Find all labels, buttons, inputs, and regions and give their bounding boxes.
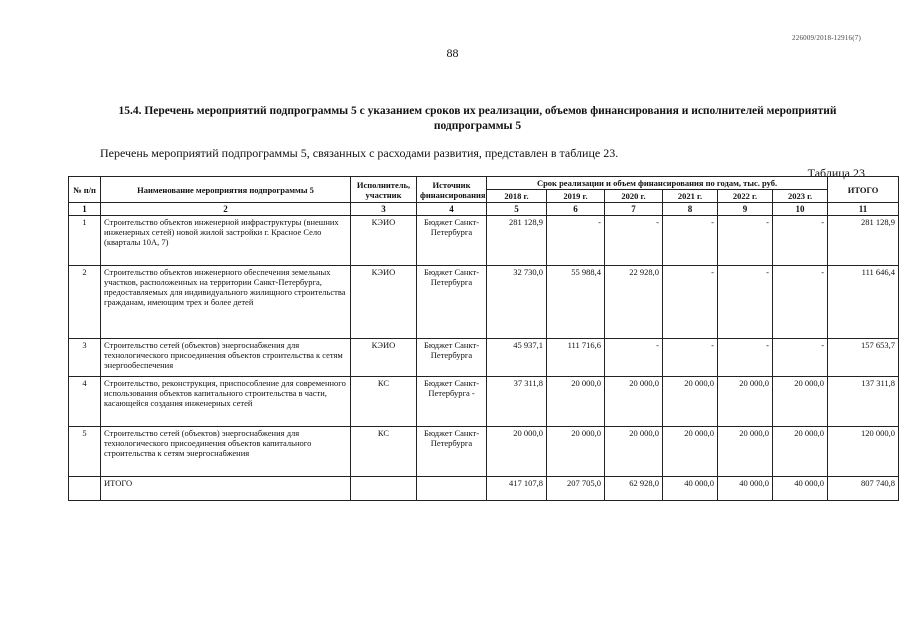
row-value: - <box>718 266 773 339</box>
row-total: 281 128,9 <box>828 216 899 266</box>
row-total: 157 653,7 <box>828 339 899 377</box>
row-value: 20 000,0 <box>605 377 663 427</box>
row-value: 20 000,0 <box>547 427 605 477</box>
row-value: - <box>773 216 828 266</box>
row-value: 20 000,0 <box>663 427 718 477</box>
row-value: 20 000,0 <box>773 427 828 477</box>
row-value: 32 730,0 <box>487 266 547 339</box>
table-row <box>69 266 899 339</box>
column-number: 10 <box>773 203 828 216</box>
column-number: 4 <box>417 203 487 216</box>
row-name: Строительство сетей (объектов) энергоснабжения для технологического присоединения объектов капитального строительства к сетям энергоснабжения <box>101 427 351 477</box>
total-value: 40 000,0 <box>773 477 828 501</box>
row-value: 111 716,6 <box>547 339 605 377</box>
row-value: 281 128,9 <box>487 216 547 266</box>
row-executor: КЭИО <box>351 216 417 266</box>
total-value: 40 000,0 <box>718 477 773 501</box>
table-row <box>69 377 899 427</box>
row-value: - <box>773 339 828 377</box>
total-label: ИТОГО <box>101 477 351 501</box>
section-heading: 15.4. Перечень мероприятий подпрограммы 5 с указанием сроков их реализации, объемов финансирования и исполнителей мероприятий подпрограммы 5 <box>118 105 837 132</box>
row-source: Бюджет Санкт-Петербурга <box>417 216 487 266</box>
row-executor: КЭИО <box>351 339 417 377</box>
row-value: - <box>718 216 773 266</box>
header-year: 2023 г. <box>773 190 828 203</box>
measures-table <box>68 176 899 501</box>
row-value: - <box>605 216 663 266</box>
row-value: - <box>663 266 718 339</box>
table-total-row <box>69 477 899 501</box>
row-value: 20 000,0 <box>663 377 718 427</box>
table-header-row <box>69 177 899 190</box>
column-number-row <box>69 203 899 216</box>
row-value: 20 000,0 <box>718 427 773 477</box>
header-year: 2018 г. <box>487 190 547 203</box>
row-value: 20 000,0 <box>605 427 663 477</box>
table-row <box>69 339 899 377</box>
column-number: 5 <box>487 203 547 216</box>
column-number: 11 <box>828 203 899 216</box>
row-name: Строительство объектов инженерной инфраструктуры (внешних инженерных сетей) новой жилой застройки г. Красное Село (кварталы 10А, 7) <box>101 216 351 266</box>
row-executor: КС <box>351 427 417 477</box>
row-num: 1 <box>69 216 101 266</box>
row-value: 37 311,8 <box>487 377 547 427</box>
header-executor: Исполнитель, участник <box>351 177 417 203</box>
row-value: 45 937,1 <box>487 339 547 377</box>
table-row <box>69 427 899 477</box>
header-source: Источник финансирования <box>417 177 487 203</box>
column-number: 6 <box>547 203 605 216</box>
row-source: Бюджет Санкт-Петербурга <box>417 427 487 477</box>
row-value: - <box>605 339 663 377</box>
column-number: 8 <box>663 203 718 216</box>
total-executor-empty <box>351 477 417 501</box>
column-number: 7 <box>605 203 663 216</box>
table-row <box>69 216 899 266</box>
row-value: - <box>773 266 828 339</box>
row-value: 20 000,0 <box>718 377 773 427</box>
row-num: 5 <box>69 427 101 477</box>
header-year: 2021 г. <box>663 190 718 203</box>
row-value: - <box>663 339 718 377</box>
row-source: Бюджет Санкт-Петербурга - <box>417 377 487 427</box>
row-value: 22 928,0 <box>605 266 663 339</box>
header-total: ИТОГО <box>828 177 899 203</box>
row-name: Строительство объектов инженерного обеспечения земельных участков, расположенных на территории Санкт-Петербурга, предоставляемых для индивидуального жилищного строительства гражданам, имеющим трех и более детей <box>101 266 351 339</box>
row-value: - <box>547 216 605 266</box>
row-source: Бюджет Санкт-Петербурга <box>417 339 487 377</box>
document-number: 226009/2018-12916(7) <box>792 34 861 42</box>
row-source: Бюджет Санкт-Петербурга <box>417 266 487 339</box>
row-value: - <box>718 339 773 377</box>
total-value: 207 705,0 <box>547 477 605 501</box>
row-value: - <box>663 216 718 266</box>
row-num: 2 <box>69 266 101 339</box>
total-num-empty <box>69 477 101 501</box>
page-number: 88 <box>446 46 459 60</box>
row-total: 111 646,4 <box>828 266 899 339</box>
row-value: 55 988,4 <box>547 266 605 339</box>
row-value: 20 000,0 <box>547 377 605 427</box>
row-value: 20 000,0 <box>773 377 828 427</box>
row-executor: КЭИО <box>351 266 417 339</box>
row-executor: КС <box>351 377 417 427</box>
column-number: 2 <box>101 203 351 216</box>
table-caption: Таблица 23 <box>807 166 865 180</box>
total-source-empty <box>417 477 487 501</box>
header-period: Срок реализации и объем финансирования по годам, тыс. руб. <box>487 177 828 190</box>
total-value: 62 928,0 <box>605 477 663 501</box>
total-value: 40 000,0 <box>663 477 718 501</box>
row-name: Строительство сетей (объектов) энергоснабжения для технологического присоединения объектов строительства к сетям энергообеспечения <box>101 339 351 377</box>
row-total: 137 311,8 <box>828 377 899 427</box>
column-number: 9 <box>718 203 773 216</box>
header-year: 2019 г. <box>547 190 605 203</box>
column-number: 3 <box>351 203 417 216</box>
header-year: 2020 г. <box>605 190 663 203</box>
row-num: 3 <box>69 339 101 377</box>
header-num: № п/п <box>69 177 101 203</box>
row-total: 120 000,0 <box>828 427 899 477</box>
row-num: 4 <box>69 377 101 427</box>
intro-paragraph: Перечень мероприятий подпрограммы 5, связанных с расходами развития, представлен в таблице 23. <box>100 146 619 160</box>
header-year: 2022 г. <box>718 190 773 203</box>
column-number: 1 <box>69 203 101 216</box>
total-value: 417 107,8 <box>487 477 547 501</box>
grand-total: 807 740,8 <box>828 477 899 501</box>
row-value: 20 000,0 <box>487 427 547 477</box>
row-name: Строительство, реконструкция, приспособление для современного использования объектов капитального строительства в части, касающейся создания инженерных сетей <box>101 377 351 427</box>
header-name: Наименование мероприятия подпрограммы 5 <box>101 177 351 203</box>
